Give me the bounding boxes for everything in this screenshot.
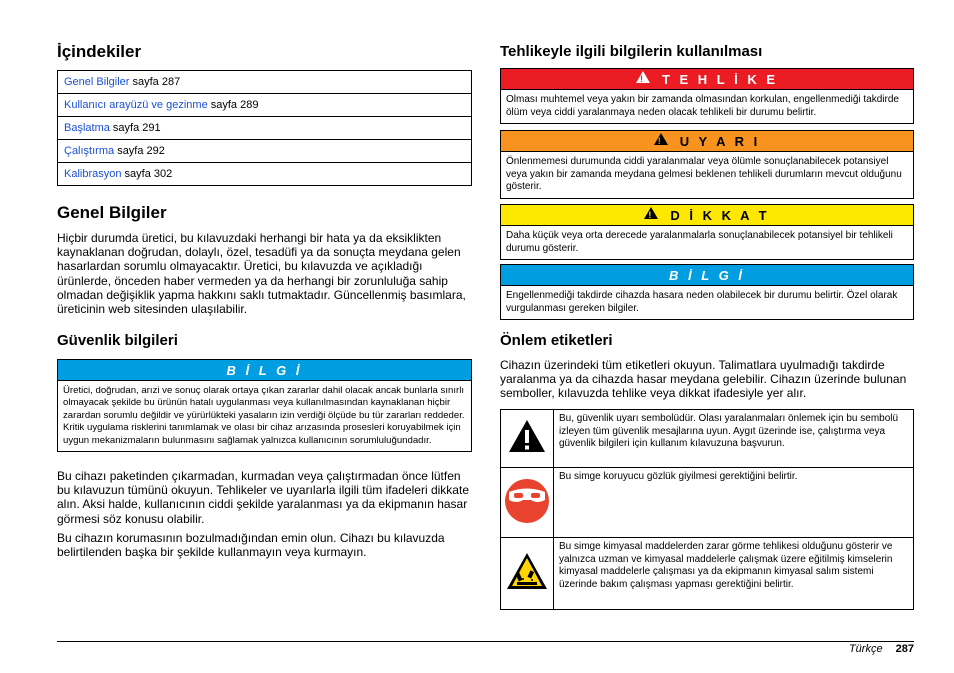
toc-link[interactable]: Kullanıcı arayüzü ve gezinme xyxy=(64,99,208,111)
labels-table xyxy=(500,409,914,610)
safety-paragraph-1: Bu cihazı paketinden çıkarmadan, kurmadan veya çalıştırmadan önce lütfen bu kılavuzun tümünü okuyun. Tehlikeler ve uyarılarla ilgili tüm ifadeleri dikkate alın. Aksi halde, kullanıcının ciddi şekilde yaralanması ya da ekipmanın hasar görmesi söz konusu olabilir. xyxy=(57,469,469,526)
page-footer xyxy=(849,643,914,655)
toc-page: sayfa 291 xyxy=(112,122,161,134)
notice-text: Engellenmediği takdirde cihazda hasara neden olabilecek bir durumu belirtir. Özel olarak vurgulanması gereken bilgiler. xyxy=(506,290,898,314)
warning-triangle-icon: ! xyxy=(636,72,656,87)
general-title: Genel Bilgiler xyxy=(57,203,167,222)
warning-box xyxy=(500,130,914,199)
general-body: Hiçbir durumda üretici, bu kılavuzdaki herhangi bir hata ya da eksiklikten kaynaklanan doğrudan, dolaylı, özel, tesadüfi ya da sonuçta meydana gelen hasarlardan sorumlu olmayacaktır. Üretici, bu kılavuzda ve açıkladığı ürünlerde, önceden haber vermeden ya da herhangi bir zorunluluğa sahip olmadan değişiklik yapma hakkını saklı tutmaktadır. Güncellenmiş basımlara, üreticinin web sitesinden ulaşılabilir. xyxy=(57,231,466,317)
labels-title: Önlem etiketleri xyxy=(500,332,613,349)
hazard-title: Tehlikeyle ilgili bilgilerin kullanılması xyxy=(500,43,763,60)
safety-notice-box xyxy=(57,359,472,452)
danger-text: Olması muhtemel veya yakın bir zamanda olmasından korkulan, engellenmediği takdirde ölüm veya ciddi yaralanmaya neden olacak tehlikeli bir durumu belirtir. xyxy=(506,94,899,118)
warning-header xyxy=(501,131,913,152)
label-description: Bu simge koruyucu gözlük giyilmesi gerektiğini belirtir. xyxy=(554,468,914,538)
toc-link[interactable]: Çalıştırma xyxy=(64,145,115,157)
toc-link[interactable]: Genel Bilgiler xyxy=(64,76,130,88)
page-number: 287 xyxy=(895,643,914,655)
toc-row xyxy=(58,71,472,94)
label-row xyxy=(501,410,914,468)
toc-page: sayfa 302 xyxy=(124,168,173,180)
danger-box xyxy=(500,68,914,124)
toc-link[interactable]: Başlatma xyxy=(64,122,110,134)
toc-page: sayfa 289 xyxy=(210,99,259,111)
label-row xyxy=(501,468,914,538)
footer-language: Türkçe xyxy=(848,643,883,655)
warning-text: Önlenmemesi durumunda ciddi yaralanmalar veya ölümle sonuçlanabilecek potansiyel veya yakın bir zamanda meydana gelmesi beklenen tehlikeli durumların mevcut olduğunu gösterir. xyxy=(506,156,902,193)
warning-label: U Y A R I xyxy=(679,133,761,149)
caution-box xyxy=(500,204,914,260)
toc-row xyxy=(58,163,472,186)
warning-triangle-icon: ! xyxy=(654,134,674,149)
danger-label: T E H L İ K E xyxy=(661,71,779,87)
safety-paragraph-2: Bu cihazın korumasının bozulmadığından emin olun. Cihazı bu kılavuzda belirtilenden başka bir şekilde kullanmayın veya kurmayın. xyxy=(57,531,445,560)
toc-page: sayfa 292 xyxy=(117,145,165,157)
toc-row xyxy=(58,117,472,140)
label-description: Bu simge kimyasal maddelerden zarar görme tehlikesi olduğunu gösterir ve yalnızca uzman ve kimyasal maddelerle çalışmak üzere eğitilmiş kimselerin kimyasal maddelerle çalışması ya da ekipmanın kimyasal salım sistemi üzerinde bakım çalışması yapması gerektiğini belirtir. xyxy=(554,538,914,610)
notice-header: B İ L G İ xyxy=(501,265,913,286)
danger-header xyxy=(501,69,913,90)
warning-triangle-icon: ! xyxy=(644,208,664,223)
warning-triangle-icon xyxy=(507,418,547,454)
toc-link[interactable]: Kalibrasyon xyxy=(64,168,122,180)
toc-title: İçindekiler xyxy=(57,42,142,61)
footer-divider xyxy=(57,641,914,642)
toc-row xyxy=(58,94,472,117)
labels-intro: Cihazın üzerindeki tüm etiketleri okuyun. Talimatlara uyulmadığı takdirde yaralanma ya da cihazda hasar meydana gelebilir. Cihazın üzerinde bulunan semboller, kılavuzda tehlike veya dikkat ifadesiyle yer alır. xyxy=(500,358,907,401)
caution-label: D İ K K A T xyxy=(670,207,770,223)
caution-header xyxy=(501,205,913,226)
safety-title: Güvenlik bilgileri xyxy=(57,332,178,349)
notice-text: Üretici, doğrudan, arızi ve sonuç olarak ortaya çıkan zararlar dahil olacak ancak bunlarla sınırlı olmayacak şekilde bu ürünün hatalı uygulanması veya kullanılmasından kaynaklanan hiçbir zarardan sorumlu değildir ve yürürlükteki yasaların izin verdiği ölçüde bu tür zararları reddeder. Kritik uygulama risklerini tanımlamak ve olası bir cihaz arızasında prosesleri koruyabilmek için uygun mekanizmaların bulunmasını sağlamak yalnızca kullanıcının sorumluluğundadır. xyxy=(63,385,465,446)
caution-text: Daha küçük veya orta derecede yaralanmalarla sonuçlanabilecek potansiyel bir tehlikeli durumu gösterir. xyxy=(506,230,893,254)
chemical-hazard-icon xyxy=(505,551,549,591)
safety-goggles-icon xyxy=(504,472,550,528)
toc-row xyxy=(58,140,472,163)
label-description: Bu, güvenlik uyarı sembolüdür. Olası yaralanmaları önlemek için bu sembolü izleyen tüm güvenlik mesajlarına uyun. Aygıt üzerinde ise, çalıştırma veya güvenlik bilgileri için kullanım kılavuzuna başvurun. xyxy=(554,410,914,468)
notice-header: B İ L G İ xyxy=(58,360,471,381)
label-row xyxy=(501,538,914,610)
toc-page: sayfa 287 xyxy=(132,76,181,88)
notice-box xyxy=(500,264,914,320)
toc-table xyxy=(57,70,472,186)
